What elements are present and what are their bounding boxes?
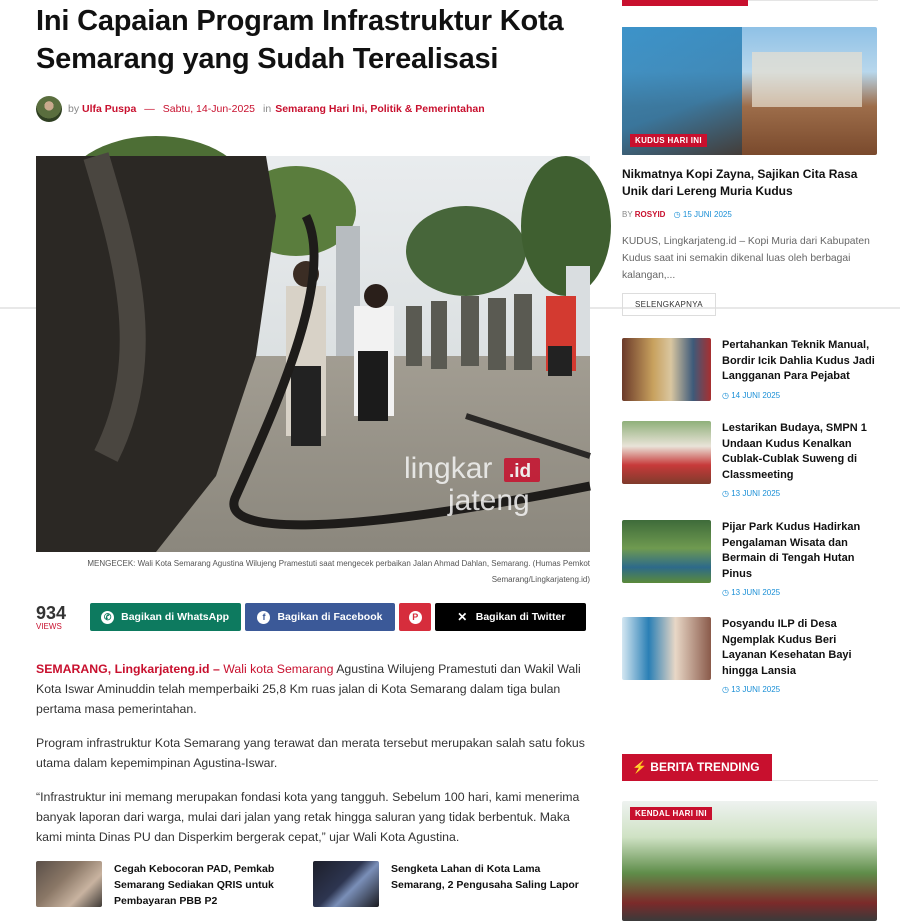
related-thumbnail[interactable] <box>313 861 379 907</box>
share-bar <box>36 602 590 632</box>
related-article[interactable] <box>36 861 313 909</box>
sidebar-thumbnail[interactable] <box>622 421 711 484</box>
in-label: in <box>263 103 272 115</box>
paragraph-1 <box>36 659 590 719</box>
watermark-id: .id <box>509 461 532 482</box>
sidebar-thumbnail[interactable] <box>622 338 711 401</box>
hero-image <box>36 156 590 552</box>
featured-by-label: BY <box>622 210 633 219</box>
sidebar-article-date: ◷ 14 JUNI 2025 <box>722 390 781 400</box>
featured-building <box>752 52 862 107</box>
sidebar-article-date: ◷ 13 JUNI 2025 <box>722 489 781 498</box>
caption-line-1: MENGECEK: Wali Kota Semarang Agustina Wilujeng Pramestuti saat mengecek perbaikan Jalan Ahmad Dahlan, Semarang. (Humas Pemkot <box>87 559 590 568</box>
author-avatar[interactable] <box>36 96 62 122</box>
share-whatsapp-button[interactable] <box>90 603 241 631</box>
sidebar-article-title[interactable]: Lestarikan Budaya, SMPN 1 Undaan Kudus Kenalkan Cublak-Cublak Suweng di Classmeeting <box>722 422 867 481</box>
sidebar-article-date: ◷ 13 JUNI 2025 <box>722 685 781 694</box>
sidebar-thumbnail[interactable] <box>622 617 711 680</box>
related-article[interactable] <box>313 861 590 909</box>
share-whatsapp-label: Bagikan di WhatsApp <box>121 611 230 623</box>
category-links[interactable]: Semarang Hari Ini, Politik & Pemerintahan <box>275 103 485 115</box>
views-label: VIEWS <box>36 621 62 631</box>
share-facebook-label: Bagikan di Facebook <box>277 611 383 623</box>
publish-date: Sabtu, 14-Jun-2025 <box>162 103 256 115</box>
featured-meta <box>622 210 878 219</box>
article-title: Ini Capaian Program Infrastruktur Kota Semarang yang Sudah Terealisasi <box>36 5 564 75</box>
trending-label: BERITA TRENDING <box>650 760 760 774</box>
trending-section-header <box>622 754 878 781</box>
sidebar-article[interactable] <box>622 520 878 597</box>
x-icon: ✕ <box>457 610 468 624</box>
sidebar-article-date: ◷ 13 JUNI 2025 <box>722 588 781 597</box>
facebook-icon: f <box>257 611 270 624</box>
sidebar-article-title[interactable]: Pijar Park Kudus Hadirkan Pengalaman Wisata dan Bermain di Tengah Hutan Pinus <box>722 521 861 580</box>
featured-date: ◷ 15 JUNI 2025 <box>673 210 732 219</box>
related-title[interactable]: Cegah Kebocoran PAD, Pemkab Semarang Sediakan QRIS untuk Pembayaran PBB P2 <box>114 863 275 907</box>
trending-heading <box>622 754 772 781</box>
sidebar <box>622 0 878 921</box>
paragraph-1-text: Agustina Wilujeng Pramestuti dan Wakil Wali Kota Iswar Aminuddin telah memperbaiki 25,8 Km ruas jalan di Kota Semarang dalam tiga bulan pertama masa pemerintahan. <box>36 662 581 716</box>
featured-excerpt: KUDUS, Lingkarjateng.id – Kopi Muria dari Kabupaten Kudus saat ini semakin dikenal luas oleh berbagai kalangan,... <box>622 236 870 281</box>
watermark-lingkar: lingkar <box>404 452 493 485</box>
article-meta <box>36 96 590 122</box>
meta-separator: — <box>144 103 155 115</box>
share-twitter-button[interactable] <box>435 603 586 631</box>
featured-image[interactable] <box>622 27 877 155</box>
related-articles <box>36 861 590 909</box>
article-column <box>36 0 590 909</box>
view-count: 934 <box>36 602 67 623</box>
featured-author[interactable]: ROSYID <box>634 210 666 219</box>
paragraph-3: “Infrastruktur ini memang merupakan fondasi kota yang tangguh. Sebelum 100 hari, kami menerima banyak laporan dari warga, mulai dari jalan yang retak hingga saluran yang tidak berbentuk. Maka kami minta Dinas PU dan Disperkim bergerak cepat,” ujar Wali Kota Agustina. <box>36 790 580 844</box>
pinterest-icon: P <box>409 611 422 624</box>
sidebar-article-title[interactable]: Pertahankan Teknik Manual, Bordir Icik Dahlia Kudus Jadi Langganan Para Pejabat <box>722 339 875 382</box>
share-facebook-button[interactable] <box>245 603 396 631</box>
related-title[interactable]: Sengketa Lahan di Kota Lama Semarang, 2 Pengusaha Saling Lapor <box>391 863 579 891</box>
category-badge[interactable]: KUDUS HARI INI <box>630 134 707 147</box>
trending-category-badge[interactable]: KENDAL HARI INI <box>630 807 712 820</box>
watermark-jateng: jateng <box>448 484 530 517</box>
paragraph-2: Program infrastruktur Kota Semarang yang terawat dan merata tersebut merupakan salah satu fokus utama dalam kepemimpinan Agustina-Iswar. <box>36 736 585 770</box>
author-link[interactable]: Ulfa Puspa <box>82 103 137 115</box>
sidebar-thumbnail[interactable] <box>622 520 711 583</box>
featured-title[interactable]: Nikmatnya Kopi Zayna, Sajikan Cita Rasa Unik dari Lereng Muria Kudus <box>622 167 858 198</box>
by-label: by <box>68 103 80 115</box>
article-body <box>36 659 590 847</box>
inline-link-wali-kota[interactable]: Wali kota Semarang <box>223 662 334 676</box>
sidebar-article[interactable] <box>622 421 878 498</box>
sidebar-article[interactable] <box>622 338 878 401</box>
sidebar-header-bar <box>622 0 878 6</box>
whatsapp-icon: ✆ <box>101 611 114 624</box>
related-thumbnail[interactable] <box>36 861 102 907</box>
view-counter <box>36 604 80 631</box>
sidebar-article[interactable] <box>622 617 878 694</box>
hero-photo <box>36 156 590 552</box>
share-twitter-label: Bagikan di Twitter <box>475 611 566 623</box>
image-caption <box>36 556 590 588</box>
dateline: SEMARANG, Lingkarjateng.id – <box>36 662 220 676</box>
bolt-icon: ⚡ <box>632 760 647 774</box>
caption-line-2: Semarang/Lingkarjateng.id) <box>491 575 590 584</box>
share-pinterest-button[interactable] <box>399 603 431 631</box>
read-more-button[interactable]: SELENGKAPNYA <box>622 293 716 316</box>
trending-image[interactable] <box>622 801 877 921</box>
sidebar-article-title[interactable]: Posyandu ILP di Desa Ngemplak Kudus Beri Layanan Kesehatan Bayi hingga Lansia <box>722 618 852 677</box>
